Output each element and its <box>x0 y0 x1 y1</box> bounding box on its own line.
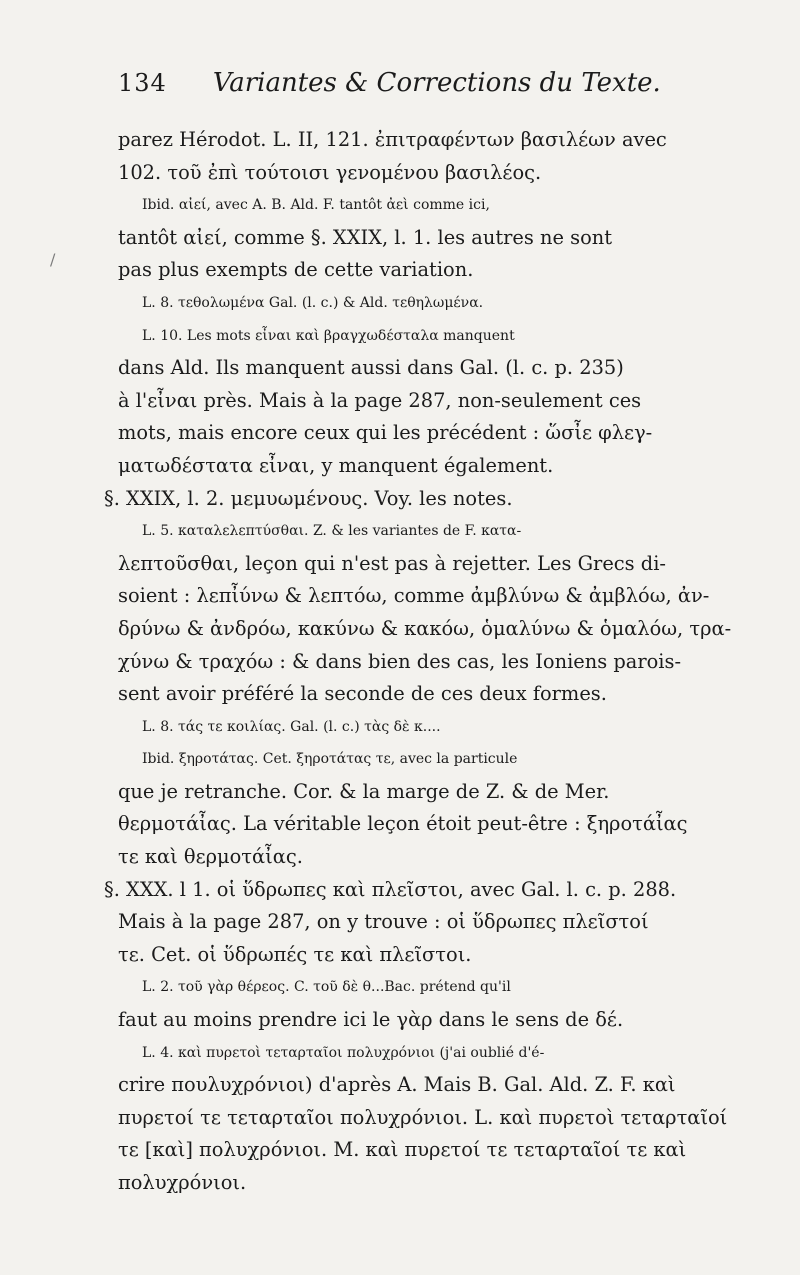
text-line: τε [καὶ] πολυχρόνιοι. M. καὶ πυρετοί τε τεταρταῖοί τε καὶ <box>118 1138 687 1162</box>
page-number: 134 <box>118 69 167 97</box>
text-line: πυρετοί τε τεταρταῖοι πολυχρόνιοι. L. καὶ πυρετοὶ τεταρταῖοί <box>118 1105 728 1129</box>
text-line: τε καὶ θερμοτάἶας. <box>118 845 303 869</box>
text-line: que je retranche. Cor. & la marge de Z. & de Mer. <box>118 779 610 803</box>
text-line: dans Ald. Ils manquent aussi dans Gal. (l. c. p. 235) <box>118 356 624 380</box>
text-line: pas plus exempts de cette variation. <box>118 258 474 282</box>
text-line: L. 8. τεθολωμένα Gal. (l. c.) & Ald. τεθηλωμένα. <box>142 294 484 311</box>
page-header <box>118 68 770 98</box>
text-line: 102. τοῦ ἐπὶ τούτοισι γενομένου βασιλέος. <box>118 160 542 184</box>
margin-mark: / <box>50 250 56 269</box>
text-line: L. 8. τάς τε κοιλίας. Gal. (l. c.) τὰς δὲ κ.... <box>142 718 441 735</box>
text-line: faut au moins prendre ici le γὰρ dans le sens de δέ. <box>118 1008 624 1032</box>
text-line: L. 10. Les mots εἶναι καὶ βραγχωδέσταλα manquent <box>142 327 515 344</box>
text-line: L. 5. καταλελεπτύσθαι. Z. & les variantes de F. κατα- <box>142 523 522 540</box>
text-line: tantôt αἰεί, comme §. XXIX, l. 1. les autres ne sont <box>118 225 613 249</box>
text-line: L. 4. καὶ πυρετοὶ τεταρταῖοι πολυχρόνιοι (j'ai oublié d'é- <box>142 1044 545 1061</box>
text-line: mots, mais encore ceux qui les précédent : ὥσἶε φλεγ- <box>118 421 653 445</box>
text-body <box>104 124 768 1200</box>
text-line: à l'εἶναι près. Mais à la page 287, non-seulement ces <box>118 388 642 412</box>
text-line: λεπτοῦσθαι, leçon qui n'est pas à rejetter. Les Grecs di- <box>118 551 666 575</box>
text-line: τε. Cet. οἱ ὕδρωπές τε καὶ πλεῖστοι. <box>118 942 472 966</box>
text-line: parez Hérodot. L. II, 121. ἐπιτραφέντων βασιλέων avec <box>118 128 667 151</box>
text-line: §. XXIX, l. 2. μεμυωμένους. Voy. les notes. <box>104 486 513 510</box>
text-line: Ibid. ξηροτάτας. Cet. ξηροτάτας τε, avec la particule <box>142 751 518 768</box>
text-line: sent avoir préféré la seconde de ces deux formes. <box>118 682 607 706</box>
text-line: crire πουλυχρόνιοι) d'après A. Mais B. Gal. Ald. Z. F. καὶ <box>118 1073 676 1097</box>
text-line: Ibid. αἰεί, avec A. B. Ald. F. tantôt ἀεὶ comme ici, <box>142 197 490 214</box>
text-line: §. XXX. l 1. οἱ ὕδρωπες καὶ πλεῖστοι, avec Gal. l. c. p. 288. <box>104 877 677 901</box>
text-line: L. 2. τοῦ γὰρ θέρεος. C. τοῦ δὲ θ...Bac. prétend qu'il <box>142 979 511 996</box>
text-line: Mais à la page 287, on y trouve : οἱ ὕδρωπες πλεῖστοί <box>118 910 649 934</box>
text-line: πολυχρόνιοι. <box>118 1171 247 1194</box>
text-line: δρύνω & ἀνδρόω, κακύνω & κακόω, ὁμαλύνω & ὁμαλόω, τρα- <box>118 616 732 640</box>
text-line: θερμοτάἶας. La véritable leçon étoit peut-être : ξηροτάἶας <box>118 812 688 836</box>
text-line: χύνω & τραχόω : & dans bien des cas, les Ioniens parois- <box>118 649 682 673</box>
running-title: Variantes & Corrections du Texte. <box>212 68 661 98</box>
text-line: ματωδέστατα εἶναι, y manquent également. <box>118 453 554 477</box>
text-line: soient : λεπἶύνω & λεπτόω, comme ἀμβλύνω & ἀμβλόω, ἀν- <box>118 584 710 608</box>
